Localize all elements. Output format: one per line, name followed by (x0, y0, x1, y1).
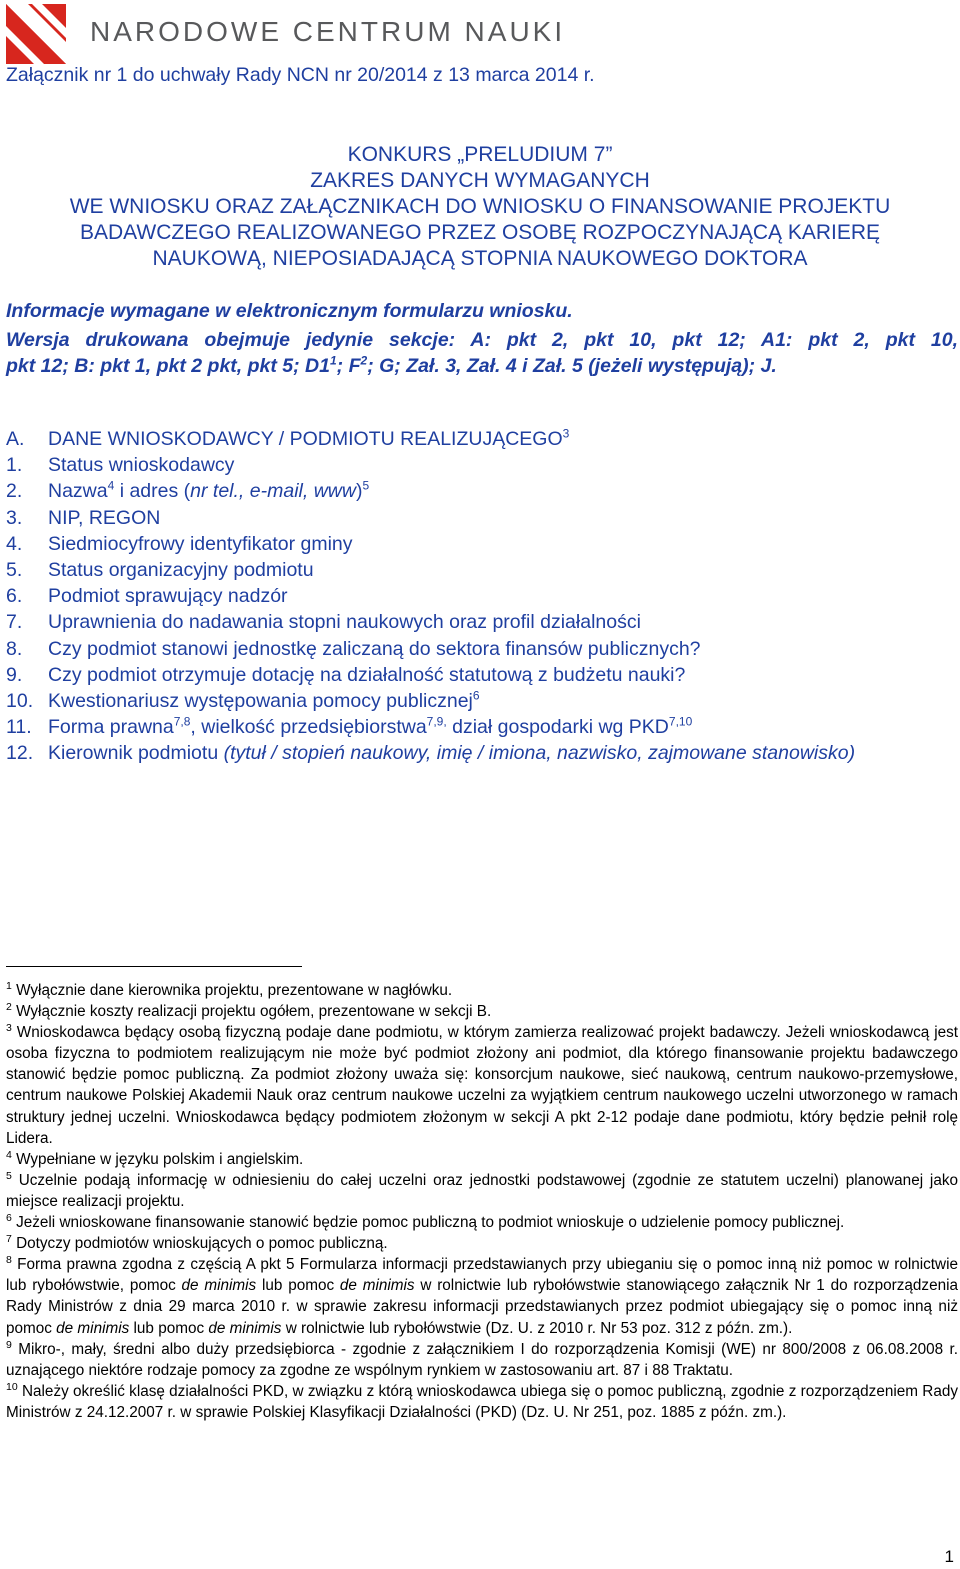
footnote-number: 8 (6, 1254, 12, 1267)
info-line (6, 353, 958, 379)
title-line: ZAKRES DANYCH WYMAGANYCH (310, 169, 650, 192)
info-block (6, 298, 958, 379)
footnote-text-italic: de minimis (339, 1277, 415, 1295)
footnote-text: Wyłącznie dane kierownika projektu, prezentowane w nagłówku. (16, 982, 453, 999)
footnote-text: lub pomoc (256, 1277, 340, 1295)
footnote-number: 9 (6, 1338, 12, 1351)
item-number: 5. (6, 559, 23, 582)
item-text: Czy podmiot otrzymuje dotację na działalność statutową z budżetu nauki? (48, 663, 686, 686)
info-text: ; F (336, 355, 361, 377)
item-text-part: Nazwa (48, 480, 108, 503)
footnote-text-italic: de minimis (208, 1319, 282, 1337)
item-text (48, 478, 958, 504)
section-heading (6, 426, 958, 452)
footnote (6, 1170, 958, 1212)
item-number: 4. (6, 532, 23, 555)
list-item (6, 636, 958, 662)
footnote-number: 6 (6, 1211, 12, 1224)
footnote-number: 1 (6, 979, 12, 992)
item-number: 1. (6, 454, 23, 477)
item-number: 7. (6, 611, 23, 634)
footnote-number: 10 (6, 1380, 18, 1393)
section-title (48, 426, 569, 452)
item-number: 9. (6, 663, 23, 686)
item-text: Status wnioskodawcy (48, 454, 235, 477)
item-number: 10. (6, 690, 34, 713)
footnote-text: Uczelnie podają informację w odniesieniu do całej uczelni oraz jednostki podstawowej (zgodnie ze statutem uczelni) planowanej jako miejsce realizacji projektu. (6, 1171, 958, 1210)
info-line: Informacje wymagane w elektronicznym formularzu wniosku. (6, 300, 573, 322)
title-line: KONKURS „PRELUDIUM 7” (347, 143, 613, 166)
list-item (6, 583, 958, 609)
footnote-ref: 7,9, (426, 714, 447, 729)
item-text: NIP, REGON (48, 506, 161, 529)
footnote-number: 3 (6, 1022, 12, 1035)
footnote-text: Należy określić klasę działalności PKD, w związku z którą wnioskodawca ubiega się o pomoc publiczną, zgodnie z rozporządzeniem Rady Ministrów z 24.12.2007 r. w sprawie Polskiej Klasyfikacji Działalności (PKD) (Dz. U. Nr 251, poz. 1885 z późn. zm.). (6, 1382, 958, 1421)
footnote-number: 5 (6, 1169, 12, 1182)
attachment-note: Załącznik nr 1 do uchwały Rady NCN nr 20/2014 z 13 marca 2014 r. (6, 64, 595, 86)
footnote (6, 1339, 958, 1381)
footnote (6, 980, 958, 1001)
list-item (6, 609, 958, 635)
footnote (6, 1001, 958, 1022)
item-number: 6. (6, 585, 23, 608)
footnote-number: 4 (6, 1148, 12, 1161)
footnote-text: Mikro-, mały, średni albo duży przedsiębiorca - zgodnie z załącznikiem I do rozporządzenia Komisji (WE) nr 800/2008 z 06.08.2008 r. uznającego niektóre rodzaje pomocy za zgodne ze wspólnym rynkiem w zastosowaniu art. 87 i 88 Traktatu. (6, 1340, 958, 1379)
item-text: Siedmiocyfrowy identyfikator gminy (48, 532, 353, 555)
org-name: NARODOWE CENTRUM NAUKI (90, 16, 566, 47)
info-text: ; G; Zał. 3, Zał. 4 i Zał. 5 (jeżeli występują); J. (367, 355, 777, 377)
footnote-text: Dotyczy podmiotów wnioskujących o pomoc publiczną. (16, 1235, 388, 1253)
footnote (6, 1022, 958, 1149)
footnote-ref: 7,8 (173, 714, 191, 729)
footnote-number: 2 (6, 1001, 12, 1013)
title-line: BADAWCZEGO REALIZOWANEGO PRZEZ OSOBĘ ROZPOCZYNAJĄCĄ KARIERĘ (79, 221, 881, 244)
item-text: Status organizacyjny podmiotu (48, 559, 314, 582)
footnote-ref: 2 (360, 353, 368, 368)
footnote-number: 7 (6, 1233, 12, 1246)
item-number: 12. (6, 742, 34, 765)
footnote-text: w rolnictwie lub rybołówstwie (Dz. U. z 2010 r. Nr 53 poz. 312 z późn. zm.). (281, 1319, 793, 1337)
item-text (48, 714, 958, 740)
page-number: 1 (944, 1547, 954, 1566)
footnote-text: Wypełniane w języku polskim i angielskim. (16, 1150, 304, 1168)
footnote-ref: 1 (329, 353, 337, 368)
ncn-logo-icon (6, 4, 66, 64)
section-title-text: DANE WNIOSKODAWCY / PODMIOTU REALIZUJĄCEGO (48, 428, 563, 450)
footnote-separator (6, 966, 302, 967)
item-number: 11. (6, 716, 32, 739)
footnote-text: lub pomoc (129, 1319, 209, 1337)
footnote (6, 1233, 958, 1254)
info-text: pkt 12; B: pkt 1, pkt 2 pkt, pkt 5; D1 (6, 355, 330, 377)
item-number: 3. (6, 506, 23, 529)
item-text: Uprawnienia do nadawania stopni naukowych oraz profil działalności (48, 611, 641, 634)
list-item (6, 688, 958, 714)
list-item (6, 452, 958, 478)
item-text-part: Forma prawna (48, 716, 174, 739)
item-text (48, 740, 958, 766)
item-text-italic: (tytuł / stopień naukowy, imię / imiona, nazwisko, zajmowane stanowisko) (223, 742, 856, 765)
footnote-text: Jeżeli wnioskowane finansowanie stanowić będzie pomoc publiczną to podmiot wnioskuje o udzielenie pomocy publicznej. (16, 1214, 845, 1232)
list-item (6, 505, 958, 531)
item-text-part: i adres ( (114, 480, 191, 503)
footnote (6, 1149, 958, 1170)
item-text-part: Kierownik podmiotu (48, 742, 224, 765)
item-number: 2. (6, 480, 23, 503)
item-number: 8. (6, 637, 23, 660)
list-item (6, 740, 958, 766)
footnote-ref: 4 (107, 478, 115, 493)
footnote (6, 1254, 958, 1338)
footnote-text: Wnioskodawca będący osobą fizyczną podaje dane podmiotu, w którym zamierza realizować projekt badawczy. Jeżeli wnioskodawcą jest osoba fizyczna to podmiotem realizującym nie może być podmiot złożony ani podmiot, dla którego finansowanie projektu badawczego stanowić będzie pomoc publiczną. Za podmiot złożony uważa się: konsorcjum naukowe, sieć naukową, centrum naukowo-przemysłowe, centrum naukowe Polskiej Akademii Nauk oraz centrum naukowe uczelni za wyjątkiem centrum naukowego uczelni utworzonego w ramach struktury jednej uczelni. Wnioskodawca będący podmiotem złożonym w sekcji A pkt 2-12 podaje dane podmiotu, który będzie pełnił rolę Lidera. (6, 1024, 958, 1147)
list-item (6, 478, 958, 504)
footnote-ref: 5 (362, 478, 370, 493)
footnote (6, 1381, 958, 1423)
title-line: NAUKOWĄ, NIEPOSIADAJĄCĄ STOPNIA NAUKOWEGO DOKTORA (152, 247, 808, 270)
item-text-italic: nr tel., e-mail, www (190, 480, 356, 503)
title-line: WE WNIOSKU ORAZ ZAŁĄCZNIKACH DO WNIOSKU O FINANSOWANIE PROJEKTU (69, 195, 891, 218)
section-letter: A. (6, 428, 25, 450)
item-text-part: Kwestionariusz występowania pomocy publicznej (48, 690, 473, 713)
list-item (6, 531, 958, 557)
footnote-text-italic: de minimis (56, 1319, 130, 1337)
item-text: Czy podmiot stanowi jednostkę zaliczaną do sektora finansów publicznych? (48, 637, 701, 660)
footnote-text: w rolnictwie lub rybołówstwie stanowiącego załącznik Nr 1 do rozporządzenia Rady Ministrów z dnia 29 marca 2010 r. w sprawie zakresu informacji przedstawianych przez podmiot ubiegający się o pomoc inną niż pomoc (6, 1277, 959, 1337)
footnote (6, 1212, 958, 1233)
section-a (6, 426, 958, 767)
item-text-part: dział gospodarki wg PKD (446, 716, 669, 739)
footnote-ref: 6 (472, 688, 480, 703)
info-line: Wersja drukowana obejmuje jedynie sekcje: A: pkt 2, pkt 10, pkt 12; A1: pkt 2, pkt 10, (6, 329, 958, 351)
document-title (0, 142, 960, 272)
footnote-text: Forma prawna zgodna z częścią A pkt 5 Formularza informacji przedstawianych przy ubieganiu się o pomoc inną niż pomoc w rolnictwie lub rybołówstwie, pomoc (6, 1256, 958, 1295)
footnote-ref: 7,10 (668, 714, 693, 729)
list-item (6, 714, 958, 740)
item-text-part: ) (355, 480, 363, 503)
item-text (48, 688, 958, 714)
footnote-text: Wyłącznie koszty realizacji projektu ogółem, prezentowane w sekcji B. (16, 1003, 492, 1021)
item-text-part: , wielkość przedsiębiorstwa (190, 716, 427, 739)
list-item (6, 557, 958, 583)
footnote-ref: 3 (562, 426, 570, 441)
footnotes (6, 980, 958, 1423)
footnote-text-italic: de minimis (181, 1277, 257, 1295)
list-item (6, 662, 958, 688)
item-text: Podmiot sprawujący nadzór (48, 585, 288, 608)
